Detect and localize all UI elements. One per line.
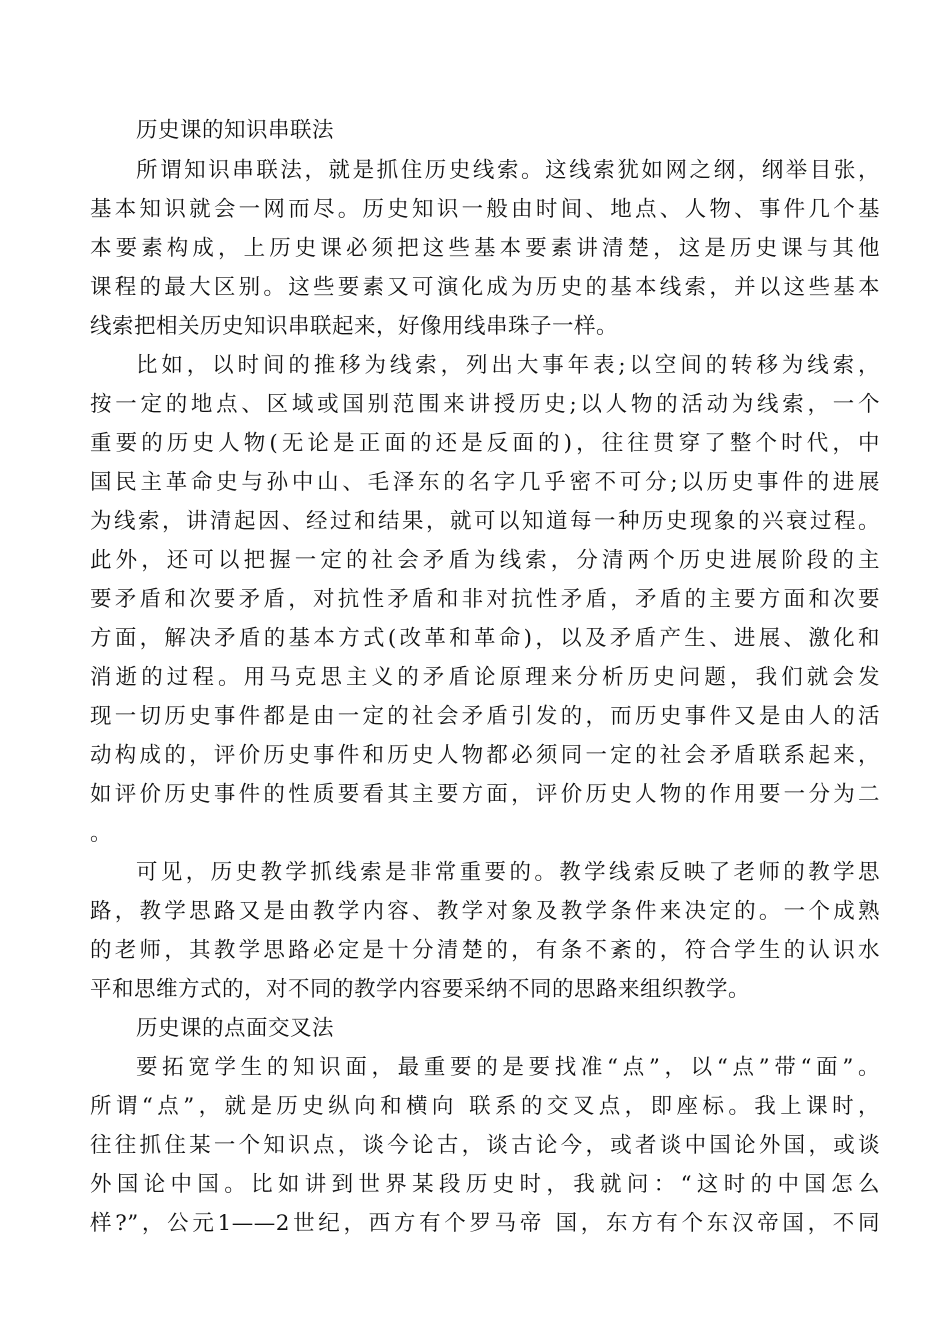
paragraph-line: 的老师，其教学思路必定是十分清楚的，有条不紊的，符合学生的认识水: [90, 938, 880, 963]
paragraph-line: 课程的最大区别。这些要素又可演化成为历史的基本线索，并以这些基本: [90, 275, 880, 300]
paragraph-line: 。: [90, 821, 113, 846]
paragraph-line: 消逝的过程。用马克思主义的矛盾论原理来分析历史问题，我们就会发: [90, 665, 880, 690]
section-heading-point-surface: 历史课的点面交叉法: [136, 1016, 335, 1041]
paragraph-line: 外国论中国。比如讲到世界某段历史时，我就问：“这时的中国怎么: [90, 1172, 880, 1197]
paragraph-line: 如评价历史事件的性质要看其主要方面，评价历史人物的作用要一分为二: [90, 782, 880, 807]
paragraph-line: 基本知识就会一网而尽。历史知识一般由时间、地点、人物、事件几个基: [90, 197, 880, 222]
paragraph-line: 国民主革命史与孙中山、毛泽东的名字几乎密不可分;以历史事件的进展: [90, 470, 880, 495]
paragraph-line: 方面，解决矛盾的基本方式(改革和革命)，以及矛盾产生、进展、激化和: [90, 626, 880, 651]
paragraph-line: 线索把相关历史知识串联起来，好像用线串珠子一样。: [90, 314, 619, 339]
paragraph-line: 本要素构成，上历史课必须把这些基本要素讲清楚，这是历史课与其他: [90, 236, 880, 261]
paragraph-line: 重要的历史人物(无论是正面的还是反面的)，往往贯穿了整个时代，中: [90, 431, 880, 456]
paragraph-line: 为线索，讲清起因、经过和结果，就可以知道每一种历史现象的兴衰过程。: [90, 509, 880, 534]
paragraph-line: 平和思维方式的，对不同的教学内容要采纳不同的思路来组织教学。: [90, 977, 751, 1002]
paragraph-line: 要矛盾和次要矛盾，对抗性矛盾和非对抗性矛盾，矛盾的主要方面和次要: [90, 587, 880, 612]
paragraph-line: 路，教学思路又是由教学内容、教学对象及教学条件来决定的。一个成熟: [90, 899, 880, 924]
paragraph-line: 动构成的，评价历史事件和历史人物都必须同一定的社会矛盾联系起来，: [90, 743, 880, 768]
paragraph-line: 往往抓住某一个知识点，谈今论古，谈古论今，或者谈中国论外国，或谈: [90, 1133, 880, 1158]
paragraph-line: 样?”，公元1——2世纪，西方有个罗马帝 国，东方有个东汉帝国，不同: [90, 1211, 880, 1236]
paragraph-line: 现一切历史事件都是由一定的社会矛盾引发的，而历史事件又是由人的活: [90, 704, 880, 729]
paragraph-line: 要拓宽学生的知识面，最重要的是要找准“点”，以“点”带“面”。: [136, 1055, 880, 1080]
section-heading-knowledge-linking: 历史课的知识串联法: [136, 118, 335, 143]
paragraph-line: 所谓“点”，就是历史纵向和横向 联系的交叉点，即座标。我上课时，: [90, 1094, 880, 1119]
paragraph-line: 比如，以时间的推移为线索，列出大事年表;以空间的转移为线索，: [136, 353, 880, 378]
paragraph-line: 此外，还可以把握一定的社会矛盾为线索，分清两个历史进展阶段的主: [90, 548, 880, 573]
paragraph-line: 按一定的地点、区域或国别范围来讲授历史;以人物的活动为线索，一个: [90, 392, 880, 417]
paragraph-line: 所谓知识串联法，就是抓住历史线索。这线索犹如网之纲，纲举目张，: [136, 158, 880, 183]
paragraph-line: 可见，历史教学抓线索是非常重要的。教学线索反映了老师的教学思: [136, 860, 880, 885]
